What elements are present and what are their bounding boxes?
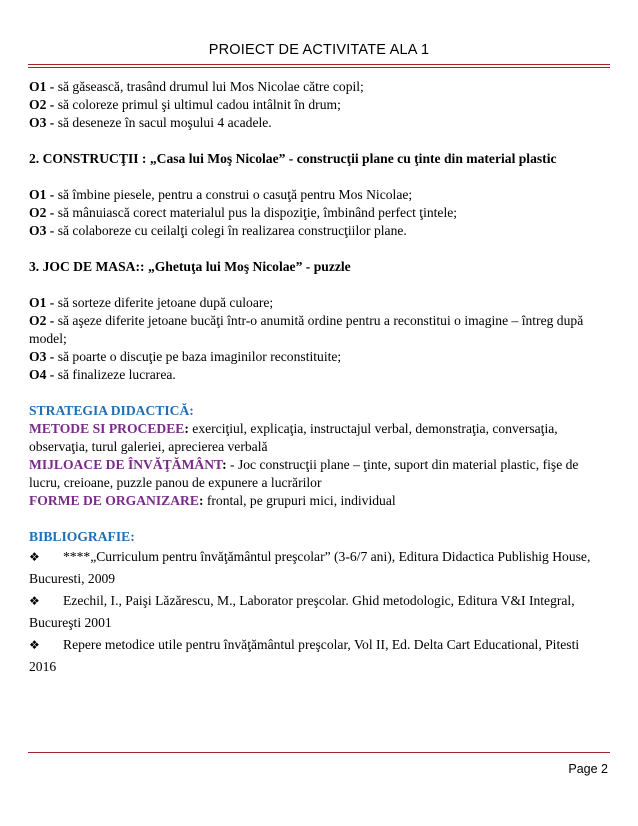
objective-code: O2 - <box>29 205 55 220</box>
objective-list <box>29 294 608 384</box>
objective-code: O1 - <box>29 79 55 94</box>
strategy-heading: STRATEGIA DIDACTICĂ: <box>29 403 194 418</box>
objective-item <box>29 96 608 114</box>
objective-item <box>29 78 608 96</box>
objective-text: să coloreze primul şi ultimul cadou intâlnit în drum; <box>54 97 341 112</box>
objective-item <box>29 114 608 132</box>
bibliography-text: ****„Curriculum pentru învăţământul preşcolar” (3-6/7 ani), Editura Didactica Publishig House, Bucuresti, 2009 <box>29 549 591 586</box>
objective-item <box>29 294 608 312</box>
diamond-star-bullet-icon: ❖ <box>29 550 40 564</box>
page-header-title: PROIECT DE ACTIVITATE ALA 1 <box>208 42 430 58</box>
objective-text: să deseneze în sacul moşului 4 acadele. <box>54 115 272 130</box>
objective-text: să mânuiască corect materialul pus la dispoziţie, îmbinând perfect ţintele; <box>54 205 458 220</box>
objective-text: să aşeze diferite jetoane bucăţi într-o anumită ordine pentru a reconstitui o imagine – întreg după model; <box>29 313 584 346</box>
methods-paragraph <box>29 420 608 456</box>
objective-code: O4 - <box>29 367 55 382</box>
objective-code: O2 - <box>29 313 55 328</box>
objective-item <box>29 222 608 240</box>
objective-text: să finalizeze lucrarea. <box>54 367 176 382</box>
objective-item <box>29 204 608 222</box>
objective-item <box>29 312 608 348</box>
means-label: MIJLOACE DE ÎNVĂŢĂMÂNT <box>29 457 223 472</box>
means-text: - Joc construcţii plane – ţinte, suport din material plastic, fişe de lucru, creioane, puzzle panou de expunere a lucrărilor <box>29 457 579 490</box>
objective-item <box>29 186 608 204</box>
objective-code: O1 - <box>29 295 55 310</box>
objective-code: O2 - <box>29 97 55 112</box>
objective-item <box>29 366 608 384</box>
objective-code: O1 - <box>29 187 55 202</box>
objective-text: să îmbine piesele, pentru a construi o casuţă pentru Mos Nicolae; <box>54 187 413 202</box>
bibliography-heading: BIBLIOGRAFIE: <box>29 529 135 544</box>
forms-label: FORME DE ORGANIZARE <box>29 493 199 508</box>
bibliography-text: Repere metodice utile pentru învăţământul preşcolar, Vol II, Ed. Delta Cart Educational, Pitesti 2016 <box>29 637 580 674</box>
objective-code: O3 - <box>29 349 55 364</box>
section-heading-constructii: 2. CONSTRUCŢII : „Casa lui Moş Nicolae” - construcţii plane cu ţinte din material plastic <box>29 151 557 166</box>
bibliography-item <box>29 634 608 678</box>
objective-text: să colaboreze cu ceilalţi colegi în realizarea construcţiilor plane. <box>54 223 407 238</box>
page-number: Page 2 <box>568 762 608 776</box>
diamond-star-bullet-icon: ❖ <box>29 638 40 652</box>
methods-text: exerciţiul, explicaţia, instructajul verbal, demonstraţia, conversaţia, observaţia, turul galeriei, aprecierea verbală <box>29 421 558 454</box>
header-rule-thin <box>28 67 610 68</box>
bibliography-item <box>29 590 608 634</box>
bibliography-item <box>29 546 608 590</box>
forms-colon: : <box>198 493 204 508</box>
diamond-star-bullet-icon: ❖ <box>29 594 40 608</box>
objective-item <box>29 348 608 366</box>
forms-text: frontal, pe grupuri mici, individual <box>203 493 396 508</box>
objective-text: să găsească, trasând drumul lui Mos Nicolae către copil; <box>54 79 364 94</box>
bibliography-text: Ezechil, I., Paişi Lăzărescu, M., Laborator preşcolar. Ghid metodologic, Editura V&I Integral, Bucureşti 2001 <box>29 593 575 630</box>
objective-list <box>29 186 608 240</box>
section-heading-joc-de-masa: 3. JOC DE MASA:: „Ghetuţa lui Moş Nicolae” - puzzle <box>29 259 351 274</box>
objective-code: O3 - <box>29 115 55 130</box>
methods-label: METODE SI PROCEDEE <box>29 421 185 436</box>
means-colon: : <box>222 457 227 472</box>
objective-text: să sorteze diferite jetoane după culoare; <box>54 295 274 310</box>
document-body <box>29 78 608 678</box>
means-paragraph <box>29 456 608 492</box>
methods-colon: : <box>184 421 189 436</box>
objective-text: să poarte o discuţie pe baza imaginilor reconstituite; <box>54 349 342 364</box>
objective-list <box>29 78 608 132</box>
objective-code: O3 - <box>29 223 55 238</box>
footer-rule <box>28 752 610 753</box>
header-rule <box>28 64 610 65</box>
forms-paragraph <box>29 492 608 510</box>
